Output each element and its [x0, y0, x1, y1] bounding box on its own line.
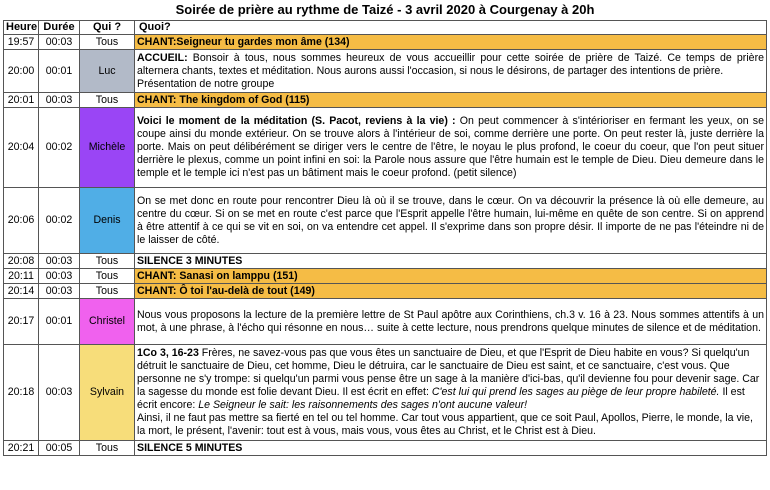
cell-what: On se met donc en route pour rencontrer Dieu là où il se trouve, dans le cœur. On va découvrir la présence là où elle demeure, au centre du cœur. Si on se met en route c'est parce que l'Esprit appelle l'être humain, lui-même en quête de son centre. Si on apprend à être attentif à ce qui se vit en soi, on va entendre cet appel. Il s'exprime dans son propre désir. Il importe de ne pas l'éteindre ni de le laisser de côté. [135, 188, 767, 254]
header-qui: Qui ? [80, 21, 135, 35]
cell-text-2: Ainsi, il ne faut pas mettre sa fierté en tel ou tel homme. Car tout vous appartient, que ce soit Paul, Apollos, Pierre, le monde, la vie, la mort, le présent, l'avenir: tout est à vous, mais vous, vous êtes au Christ, et le Christ est à Dieu. [137, 412, 753, 437]
cell-who: Luc [80, 50, 135, 93]
cell-time: 20:17 [4, 299, 39, 345]
cell-duration: 00:01 [39, 50, 80, 93]
table-row [4, 254, 767, 269]
cell-time: 20:01 [4, 93, 39, 108]
table-row [4, 93, 767, 108]
cell-duration: 00:02 [39, 188, 80, 254]
page-title: Soirée de prière au rythme de Taizé - 3 avril 2020 à Courgenay à 20h [175, 2, 595, 17]
cell-duration: 00:03 [39, 345, 80, 441]
cell-duration: 00:03 [39, 35, 80, 50]
cell-time: 20:14 [4, 284, 39, 299]
header-quoi: Quoi? [135, 21, 767, 35]
cell-text-mid: Il est écrit encore: [137, 386, 745, 411]
cell-time: 20:18 [4, 345, 39, 441]
table-row [4, 188, 767, 254]
table-row [4, 50, 767, 93]
cell-time: 20:08 [4, 254, 39, 269]
cell-who: Michèle [80, 108, 135, 188]
cell-italic-2: Le Seigneur le sait: les raisonnements des sages n'ont aucune valeur! [198, 399, 528, 411]
cell-italic-1: C'est lui qui prend les sages au piège de leur propre habileté. [431, 386, 720, 398]
header-heure: Heure [4, 21, 39, 35]
cell-who: Denis [80, 188, 135, 254]
cell-duration: 00:01 [39, 299, 80, 345]
cell-what-song: CHANT: Sanasi on lamppu (151) [135, 269, 767, 284]
schedule-table [3, 20, 767, 456]
cell-duration: 00:03 [39, 93, 80, 108]
cell-who: Sylvain [80, 345, 135, 441]
cell-who: Tous [80, 269, 135, 284]
cell-what [135, 50, 767, 93]
header-row [4, 21, 767, 35]
cell-time: 20:00 [4, 50, 39, 93]
cell-who: Tous [80, 441, 135, 456]
cell-what-song: CHANT:Seigneur tu gardes mon âme (134) [135, 35, 767, 50]
cell-time: 20:06 [4, 188, 39, 254]
table-row [4, 284, 767, 299]
cell-lead: ACCUEIL: [137, 51, 188, 64]
cell-what [135, 345, 767, 441]
header-duree: Durée [39, 21, 80, 35]
cell-what-song: CHANT: The kingdom of God (115) [135, 93, 767, 108]
cell-time: 20:21 [4, 441, 39, 456]
table-row [4, 345, 767, 441]
table-row [4, 35, 767, 50]
cell-text-2: Présentation de notre groupe [137, 77, 275, 90]
cell-what-silence: SILENCE 3 MINUTES [135, 254, 767, 269]
cell-what-silence: SILENCE 5 MINUTES [135, 441, 767, 456]
cell-time: 20:11 [4, 269, 39, 284]
table-row [4, 108, 767, 188]
cell-who: Tous [80, 93, 135, 108]
cell-text: Bonsoir à tous, nous sommes heureux de vous accueillir pour cette soirée de prière de Taizé. Ce temps de prière alternera chants, textes et méditation. Nous aurons aussi l'occasion, si nous le désirons, de partager des intentions de prière. [137, 51, 764, 77]
cell-who: Tous [80, 254, 135, 269]
cell-lead: 1Co 3, 16-23 [137, 347, 199, 359]
cell-who: Tous [80, 284, 135, 299]
cell-what: Nous vous proposons la lecture de la première lettre de St Paul apôtre aux Corinthiens, ch.3 v. 16 à 23. Nous sommes attentifs à un mot, à une phrase, à l'écho qui résonne en nous… suite à cette lecture, nous prendrons quelque minutes de silence et de méditation. [135, 299, 767, 345]
cell-duration: 00:05 [39, 441, 80, 456]
cell-time: 20:04 [4, 108, 39, 188]
cell-what [135, 108, 767, 188]
cell-who: Christel [80, 299, 135, 345]
cell-duration: 00:03 [39, 284, 80, 299]
cell-time: 19:57 [4, 35, 39, 50]
cell-what-song: CHANT: Ô toi l'au-delà de tout (149) [135, 284, 767, 299]
cell-duration: 00:03 [39, 269, 80, 284]
table-row [4, 441, 767, 456]
cell-who: Tous [80, 35, 135, 50]
cell-duration: 00:03 [39, 254, 80, 269]
table-row [4, 269, 767, 284]
cell-text: On peut commencer à s'intérioriser en fermant les yeux, on se coupe ainsi du monde extérieur. On se trouve alors à l'intérieur de soi, comme derrière une porte. On peut rester là, juste derrière la porte. Mais on peut délibérément se diriger vers le centre de l'être, le noyau le plus profond, le coeur du coeur, que l'on peut situer derrière le plexus, comme un point infini en soi: la Parole nous assure que l'être humain est le temple de Dieu. Dieu demeure dans le temple et le temple ici n'est pas un bâtiment mais le coeur profond. (petit silence) [137, 115, 764, 179]
cell-text: Frères, ne savez-vous pas que vous êtes un sanctuaire de Dieu, et que l'Esprit de Dieu habite en vous? Si quelqu'un détruit le sanctuaire de Dieu, cet homme, Dieu le détruira, car le sanctuaire de Dieu est saint, et ce sanctuaire, c'est vous. Que personne ne s'y trompe: si quelqu'un parmi vous pense être un sage à la manière d'ici-bas, qu'il devienne fou pour devenir sage. Car la sagesse du monde est folie devant Dieu. Il est écrit en effet: [137, 347, 760, 398]
table-row [4, 299, 767, 345]
cell-duration: 00:02 [39, 108, 80, 188]
cell-lead: Voici le moment de la méditation (S. Pacot, reviens à la vie) : [137, 115, 456, 127]
